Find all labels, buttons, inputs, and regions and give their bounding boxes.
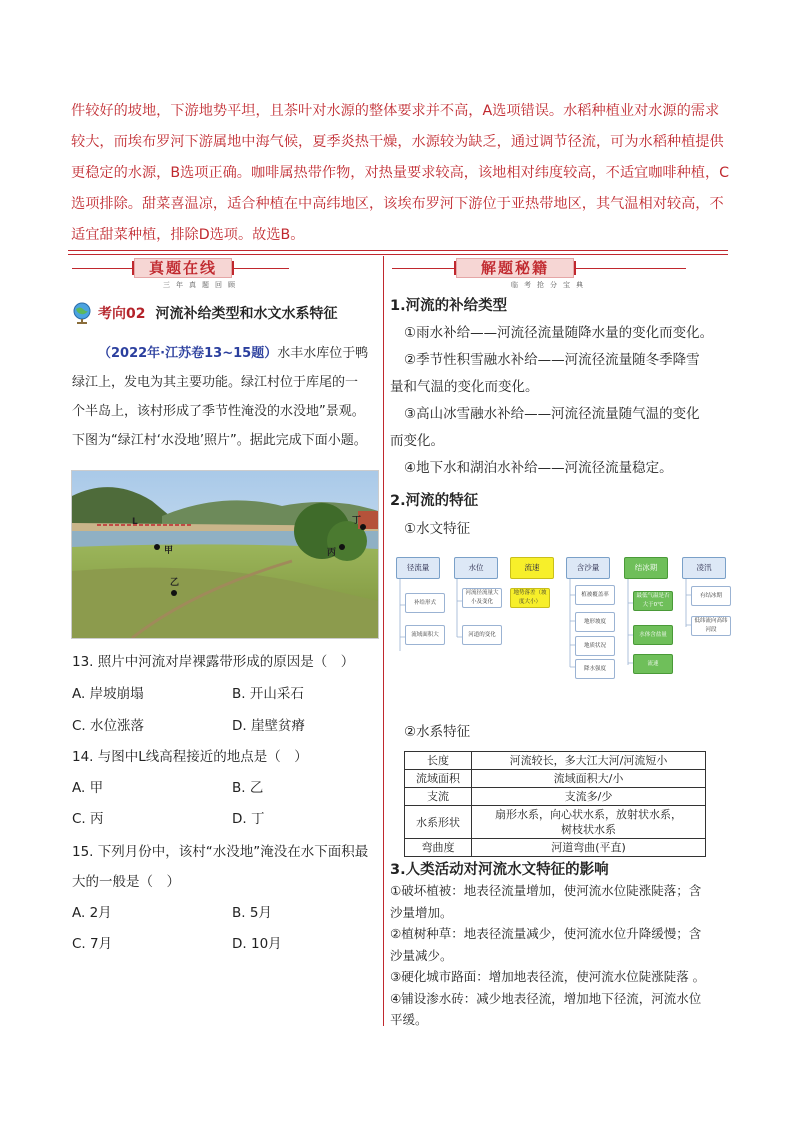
- s1-line: 而变化。: [390, 433, 444, 449]
- hydrology-subtitle: ①水文特征: [404, 521, 471, 537]
- material-text: [72, 339, 378, 455]
- column-divider: [383, 256, 384, 1026]
- banner-title-zhenti: 真题在线: [134, 258, 232, 278]
- flow-sediment-item: 地质状况: [575, 636, 615, 656]
- table-row: [405, 752, 706, 770]
- water-system-subtitle: ②水系特征: [404, 724, 471, 740]
- question-15-stem-cont: 大的一般是（ ）: [72, 874, 180, 890]
- section-divider-top: [68, 250, 728, 251]
- table-row: [405, 788, 706, 806]
- flow-level-item: 河流径流量大小及变化: [462, 588, 502, 608]
- section-divider-bottom: [68, 254, 728, 255]
- table-cell: 弯曲度: [405, 839, 472, 857]
- photo-label-yi: 乙: [170, 578, 180, 588]
- flow-flood-item: 低纬流向高纬河段: [691, 616, 731, 636]
- photo-label-L: L: [132, 517, 138, 527]
- flow-runoff-item: 流域面积大: [405, 625, 445, 645]
- flow-runoff-item: 补给形式: [405, 593, 445, 613]
- question-13-option-c: C. 水位涨落: [72, 718, 145, 734]
- flow-ice-item: 流速: [633, 654, 673, 674]
- flow-head-flood: 凌汛: [682, 557, 726, 579]
- question-14-option-d: D. 丁: [232, 811, 265, 827]
- intro-line: 更稳定的水源，B选项正确。咖啡属热带作物，对热量要求较高，该地相对纬度较高，不适宜咖啡种植，C: [71, 165, 730, 181]
- flow-head-sediment: 含沙量: [566, 557, 610, 579]
- flow-level-item: 河道的变化: [462, 625, 502, 645]
- photo-label-ding: 丁: [352, 516, 362, 526]
- question-15-stem: 15. 下列月份中，该村“水没地”淹没在水下面积最: [72, 844, 369, 860]
- table-cell: 长度: [405, 752, 472, 770]
- photo-label-bing: 丙: [327, 548, 337, 558]
- kaoxiang-heading: [72, 302, 337, 324]
- banner-subtitle: 三年真题回顾: [163, 281, 241, 289]
- table-row: [405, 770, 706, 788]
- material-line: 下图为“绿江村‘水没地’照片”。据此完成下面小题。: [72, 433, 367, 448]
- table-row: [405, 839, 706, 857]
- table-cell-line: 树枝状水系: [561, 823, 616, 836]
- question-14-stem: 14. 与图中L线高程接近的地点是（ ）: [72, 749, 308, 765]
- kaoxiang-title: 河流补给类型和水文水系特征: [155, 306, 338, 322]
- kaoxiang-label: 考向02: [98, 306, 146, 322]
- intro-line: 选项排除。甜菜喜温凉，适合种植在中高纬地区，该埃布罗河下游位于亚热带地区，其气温相对较高，不: [71, 196, 724, 212]
- table-cell: 河流较长，多大江大河/河流短小: [472, 752, 706, 770]
- s1-line: ①雨水补给——河流径流量随降水量的变化而变化。: [404, 325, 714, 341]
- question-15-option-c: C. 7月: [72, 936, 113, 952]
- source-citation: （2022年·江苏卷13~15题）: [98, 346, 278, 361]
- question-14-option-a: A. 甲: [72, 780, 104, 796]
- table-cell: 流域面积大/小: [472, 770, 706, 788]
- hydrology-flowchart: [392, 555, 732, 680]
- question-15-option-a: A. 2月: [72, 905, 112, 921]
- question-15-option-d: D. 10月: [232, 936, 282, 952]
- s3-line: ②植树种草：地表径流量减少，使河流水位升降缓慢；含: [390, 926, 702, 941]
- s3-line: ①破坏植被：地表径流量增加，使河流水位陡涨陡落；含: [390, 883, 702, 898]
- table-row: [405, 806, 706, 839]
- right-banner: [392, 256, 722, 280]
- material-line: 绿江上，发电为其主要功能。绿江村位于库尾的一: [72, 375, 359, 390]
- section-3-title: 3.人类活动对河流水文特征的影响: [390, 862, 609, 878]
- question-14-option-c: C. 丙: [72, 811, 104, 827]
- question-13-option-b: B. 开山采石: [232, 686, 304, 702]
- material-line: 水丰水库位于鸭: [277, 346, 369, 361]
- flow-sediment-item: 植被覆盖率: [575, 585, 615, 605]
- flow-head-speed: 流速: [510, 557, 554, 579]
- flow-head-runoff: 径流量: [396, 557, 440, 579]
- flow-flood-item: 有结冰期: [691, 586, 731, 606]
- question-13-stem: 13. 照片中河流对岸裸露带形成的原因是（ ）: [72, 654, 355, 670]
- table-cell: 水系形状: [405, 806, 472, 839]
- intro-line: 适宜甜菜种植，排除D选项。故选B。: [71, 227, 305, 243]
- s1-line: 量和气温的变化而变化。: [390, 379, 539, 395]
- intro-line: 件较好的坡地，下游地势平坦，且茶叶对水源的整体要求并不高，A选项错误。水稻种植业对水源的需求: [71, 103, 720, 119]
- question-15-option-b: B. 5月: [232, 905, 272, 921]
- photo-label-jia: 甲: [164, 546, 174, 556]
- table-cell-line: 扇形水系，向心状水系，放射状水系，: [495, 808, 682, 821]
- globe-icon: [72, 302, 92, 324]
- question-14-option-b: B. 乙: [232, 780, 264, 796]
- flow-sediment-item: 地形坡度: [575, 612, 615, 632]
- flow-head-level: 水位: [454, 557, 498, 579]
- s1-line: ④地下水和湖泊水补给——河流径流量稳定。: [404, 460, 673, 476]
- s1-line: ③高山冰雪融水补给——河流径流量随气温的变化: [404, 406, 700, 422]
- section-1-body: [390, 320, 730, 482]
- s3-line: 沙量减少。: [390, 947, 453, 963]
- section-3-body: [390, 880, 705, 1031]
- section-1-title: 1.河流的补给类型: [390, 298, 508, 314]
- question-13-option-a: A. 岸坡崩塌: [72, 686, 144, 702]
- section-2-title: 2.河流的特征: [390, 493, 479, 509]
- water-system-table: [404, 751, 706, 857]
- flow-ice-item: 最低气温是否大于0℃: [633, 591, 673, 611]
- intro-line: 较大，而埃布罗河下游属地中海气候，夏季炎热干燥，水源较为缺乏，通过调节径流，可为水稻种植提供: [71, 134, 724, 150]
- flow-sediment-item: 降水强度: [575, 659, 615, 679]
- intro-paragraph: [71, 96, 730, 251]
- question-13-option-d: D. 崖壁贫瘠: [232, 718, 305, 734]
- banner-title-jieti: 解题秘籍: [456, 258, 574, 278]
- s1-line: ②季节性积雪融水补给——河流径流量随冬季降雪: [404, 352, 700, 368]
- table-cell: 支流: [405, 788, 472, 806]
- s3-line: ④铺设渗水砖：减少地表径流，增加地下径流，河流水位: [390, 990, 702, 1006]
- village-photo: [71, 470, 379, 639]
- table-cell: [472, 806, 706, 839]
- flowchart-connectors: [392, 555, 732, 680]
- flow-speed-item: 地势落差（坡度大小）: [510, 588, 550, 608]
- left-banner: [72, 256, 332, 280]
- s3-line: 平缓。: [390, 1012, 428, 1027]
- table-cell: 流域面积: [405, 770, 472, 788]
- flow-head-ice: 结冰期: [624, 557, 668, 579]
- banner-subtitle: 临考抢分宝典: [511, 281, 589, 289]
- s3-line: ③硬化城市路面：增加地表径流，使河流水位陡涨陡落 。: [390, 969, 706, 984]
- s3-line: 沙量增加。: [390, 904, 453, 920]
- material-line: 个半岛上，该村形成了季节性淹没的水没地”景观。: [72, 404, 365, 419]
- flow-ice-item: 水体含盐量: [633, 625, 673, 645]
- table-cell: 河道弯曲(平直): [472, 839, 706, 857]
- table-cell: 支流多/少: [472, 788, 706, 806]
